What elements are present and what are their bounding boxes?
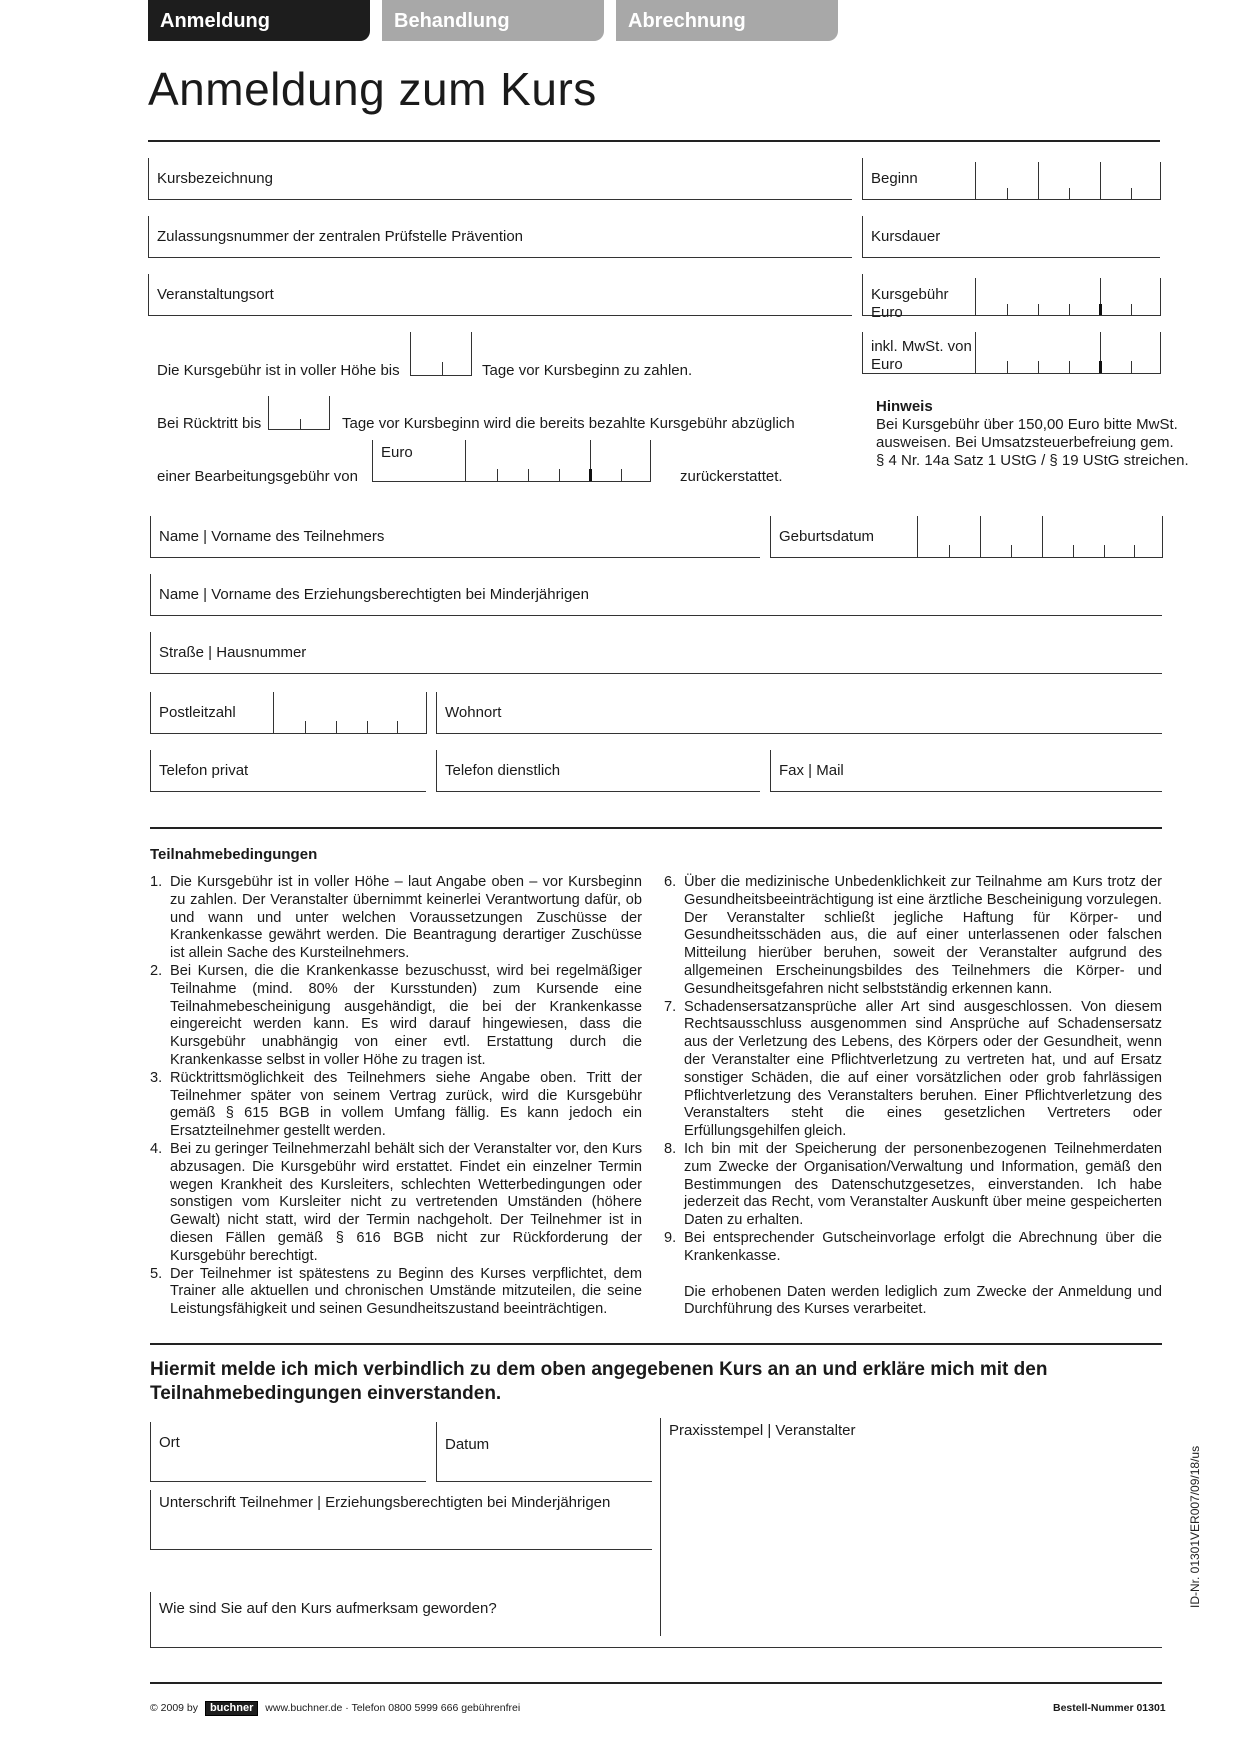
kursdauer-label: Kursdauer: [871, 228, 941, 245]
kursgebuehr-field[interactable]: [862, 274, 1160, 321]
hinweis-line: ausweisen. Bei Umsatzsteuerbefreiung gem.: [876, 434, 1174, 451]
hinweis-note: [876, 398, 1189, 470]
mwst-amount-comb[interactable]: [975, 332, 1161, 374]
condition-item: 9. Bei entsprechender Gutscheinvorlage erfolgt die Abrechnung über die Krankenkasse.: [664, 1229, 1162, 1264]
bearbeitungsgebuehr-currency: Euro: [381, 444, 413, 461]
wohnort-field[interactable]: [436, 692, 1162, 734]
kursgebuehr-currency: Euro: [871, 304, 903, 321]
page-title: Anmeldung zum Kurs: [148, 63, 597, 115]
kursdauer-field[interactable]: [862, 216, 1160, 258]
payment-days-comb[interactable]: [410, 332, 472, 376]
conditions-closing: Die erhobenen Daten werden lediglich zum Zwecke der Anmeldung und Durchführung des Kurses verarbeitet.: [684, 1283, 1162, 1318]
ort-field[interactable]: [150, 1422, 426, 1482]
inkl-mwst-currency: Euro: [871, 356, 903, 373]
geburtsdatum-comb[interactable]: [917, 516, 1163, 558]
declaration-rule: [150, 1343, 1162, 1345]
veranstaltungsort-field[interactable]: [148, 274, 852, 316]
erziehungsberechtigter-label: Name | Vorname des Erziehungsberechtigten bei Minderjährigen: [159, 586, 589, 603]
beginn-field[interactable]: [862, 158, 1160, 200]
geburtsdatum-field[interactable]: [770, 516, 1162, 558]
conditions-heading: Teilnahmebedingungen: [150, 846, 318, 863]
postleitzahl-field[interactable]: [150, 692, 426, 734]
condition-item: 1. Die Kursgebühr ist in voller Höhe – laut Angabe oben – vor Kursbeginn zu zahlen. Der Veranstalter übernimmt keinerlei Verantwortung dafür, ob und wann und unter welchen Voraussetzungen Zuschüsse der Krankenkasse gewährt werden. Die Beantragung derartiger Zuschüsse ist allein Sache des Kursteilnehmers.: [150, 874, 642, 962]
veranstaltungsort-label: Veranstaltungsort: [157, 286, 274, 303]
conditions-rule: [150, 827, 1162, 829]
inkl-mwst-label: inkl. MwSt. von: [871, 338, 972, 355]
ruecktritt-text-suffix: Tage vor Kursbeginn wird die bereits bezahlte Kursgebühr abzüglich: [342, 415, 795, 432]
condition-item: 3. Rücktrittsmöglichkeit des Teilnehmers siehe Angabe oben. Tritt der Teilnehmer später von seinem Vertrag zurück, wird die Kursgebühr gemäß § 615 BGB in vollem Umfang fällig. Es kann jedoch ein Ersatzteilnehmer gestellt werden.: [150, 1069, 642, 1140]
telefon-dienstlich-label: Telefon dienstlich: [445, 762, 561, 779]
kursgebuehr-amount-comb[interactable]: [975, 278, 1161, 316]
buchner-logo: buchner: [205, 1701, 258, 1716]
zulassungsnummer-field[interactable]: [148, 216, 852, 258]
aufmerksam-label: Wie sind Sie auf den Kurs aufmerksam geworden?: [159, 1600, 497, 1617]
fax-mail-field[interactable]: [770, 750, 1162, 792]
bearbeitung-text-prefix: einer Bearbeitungsgebühr von: [157, 468, 358, 485]
conditions-column-right: [664, 874, 1162, 1319]
footer-left: [150, 1701, 520, 1716]
kursbezeichnung-field[interactable]: [148, 158, 852, 200]
declaration-text: Hiermit melde ich mich verbindlich zu dem oben angegebenen Kurs an an und erkläre mich mit den Teilnahmebedingungen einverstanden.: [150, 1359, 1048, 1404]
bestell-nummer: Bestell-Nummer 01301: [1053, 1702, 1166, 1714]
condition-item: 7. Schadensersatzansprüche aller Art sind ausgeschlossen. Von diesem Rechtsausschluss ausgenommen sind Ansprüche auf Schadensersatz aus der Verletzung des Lebens, des Körpers oder der Gesundheit, wenn der Veranstalter eine Pflichtverletzung zu vertreten hat, und auf Ersatz sonstiger Schäden, die auf einer vorsätzlichen oder grob fahrlässigen Pflichtverletzung des Veranstalters beruhen. Einer Pflichtverletzung des Veranstalters steht die eines gesetzlichen Vertreters oder Erfüllungsgehilfen gleich.: [664, 998, 1162, 1140]
postleitzahl-label: Postleitzahl: [159, 704, 236, 721]
datum-field[interactable]: [436, 1422, 652, 1482]
title-rule: [148, 140, 1160, 142]
condition-item: 5. Der Teilnehmer ist spätestens zu Beginn des Kurses verpflichtet, dem Trainer alle aktuellen und chronischen Umstände mitzuteilen, die seine Leistungsfähigkeit und seinen Gesundheitszustand beeinträchtigen.: [150, 1265, 642, 1318]
strasse-label: Straße | Hausnummer: [159, 644, 307, 661]
condition-item: 2. Bei Kursen, die die Krankenkasse bezuschusst, wird bei regelmäßiger Teilnahme (mind. 80% der Kursstunden) zum Kursende eine Teilnahmebescheinigung ausgehändigt, die bei der Krankenkasse eingereicht werden kann. Es wird darauf hingewiesen, dass die Kursgebühr unabhängig von einer evtl. Erstattung durch die Krankenkasse selbst in voller Höhe zu tragen ist.: [150, 962, 642, 1068]
geburtsdatum-label: Geburtsdatum: [779, 528, 875, 545]
condition-item: 4. Bei zu geringer Teilnehmerzahl behält sich der Veranstalter vor, den Kurs abzusagen. Die Kursgebühr wird erstattet. Findet ein einzelner Termin wegen Krankheit des Kursleiters, schlechten Wetterbedingungen oder sonstigen vom Kursleiter nicht zu vertretenden Umständen (höhere Gewalt) nicht statt, wird der Termin nachgeholt. Der Teilnehmer ist in diesen Fällen gemäß § 616 BGB nicht zur Rückforderung der Kursgebühr berechtigt.: [150, 1140, 642, 1264]
ruecktritt-days-comb[interactable]: [268, 396, 330, 430]
bearbeitungsgebuehr-field[interactable]: [372, 440, 650, 482]
fax-mail-label: Fax | Mail: [779, 762, 844, 779]
condition-item: 6. Über die medizinische Unbedenklichkeit zur Teilnahme am Kurs trotz der Gesundheitsbeeinträchtigung ist eine ärztliche Bescheinigung vorzulegen. Der Veranstalter schließt jegliche Haftung für Körper- und Gesundheitsschäden aus, die auf einer unterlassenen oder falschen Mitteilung hierüber beruhen, soweit der Veranstalter aufgrund des allgemeinen Erscheinungsbildes des Teilnehmers die Körper- und Gesundheitsgefahren nicht selbstständig erkennen kann.: [664, 874, 1162, 997]
hinweis-heading: Hinweis: [876, 398, 933, 415]
telefon-privat-field[interactable]: [150, 750, 426, 792]
hinweis-line: Bei Kursgebühr über 150,00 Euro bitte MwSt.: [876, 416, 1178, 433]
unterschrift-label: Unterschrift Teilnehmer | Erziehungsberechtigten bei Minderjährigen: [159, 1494, 611, 1511]
ort-label: Ort: [159, 1434, 180, 1451]
kursbezeichnung-label: Kursbezeichnung: [157, 170, 273, 187]
contact-text: www.buchner.de · Telefon 0800 5999 666 gebührenfrei: [265, 1702, 521, 1714]
erziehungsberechtigter-field[interactable]: [150, 574, 1162, 616]
kursgebuehr-label: Kursgebühr: [871, 286, 949, 303]
payment-text-suffix: Tage vor Kursbeginn zu zahlen.: [482, 362, 693, 379]
wohnort-label: Wohnort: [445, 704, 502, 721]
telefon-privat-label: Telefon privat: [159, 762, 249, 779]
telefon-dienstlich-field[interactable]: [436, 750, 760, 792]
teilnehmer-name-label: Name | Vorname des Teilnehmers: [159, 528, 385, 545]
hinweis-line: § 4 Nr. 14a Satz 1 UStG / § 19 UStG streichen.: [876, 452, 1189, 469]
datum-label: Datum: [445, 1436, 490, 1453]
tab-behandlung[interactable]: Behandlung: [382, 0, 604, 41]
ruecktritt-text-prefix: Bei Rücktritt bis: [157, 415, 262, 432]
payment-text-prefix: Die Kursgebühr ist in voller Höhe bis: [157, 362, 400, 379]
tab-anmeldung[interactable]: Anmeldung: [148, 0, 370, 41]
condition-item: 8. Ich bin mit der Speicherung der personenbezogenen Teilnehmerdaten zum Zwecke der Organisation/Verwaltung und Information, gemäß den Bestimmungen des Datenschutzgesetzes, einverstanden. Ich habe jederzeit das Recht, vom Veranstalter Auskunft über meine gespeicherten Daten zu erhalten.: [664, 1140, 1162, 1229]
tab-abrechnung[interactable]: Abrechnung: [616, 0, 838, 41]
footer-rule: [150, 1682, 1162, 1684]
conditions-column-left: [150, 874, 642, 1319]
praxisstempel-label: Praxisstempel | Veranstalter: [669, 1422, 856, 1439]
beginn-label: Beginn: [871, 170, 918, 187]
unterschrift-field[interactable]: [150, 1490, 652, 1550]
zulassungsnummer-label: Zulassungsnummer der zentralen Prüfstelle Prävention: [157, 228, 524, 245]
inkl-mwst-field[interactable]: [862, 332, 1160, 374]
postleitzahl-comb[interactable]: [273, 692, 427, 734]
bearbeitungsgebuehr-comb[interactable]: [465, 440, 651, 482]
teilnehmer-name-field[interactable]: [150, 516, 760, 558]
aufmerksam-field[interactable]: [150, 1592, 1162, 1648]
bearbeitung-text-suffix: zurückerstattet.: [680, 468, 783, 485]
copyright-text: © 2009 by: [150, 1702, 199, 1714]
side-id-number: ID-Nr. 01301VER007/09/18/us: [1188, 1445, 1202, 1608]
strasse-field[interactable]: [150, 632, 1162, 674]
beginn-date-comb[interactable]: [975, 162, 1161, 200]
